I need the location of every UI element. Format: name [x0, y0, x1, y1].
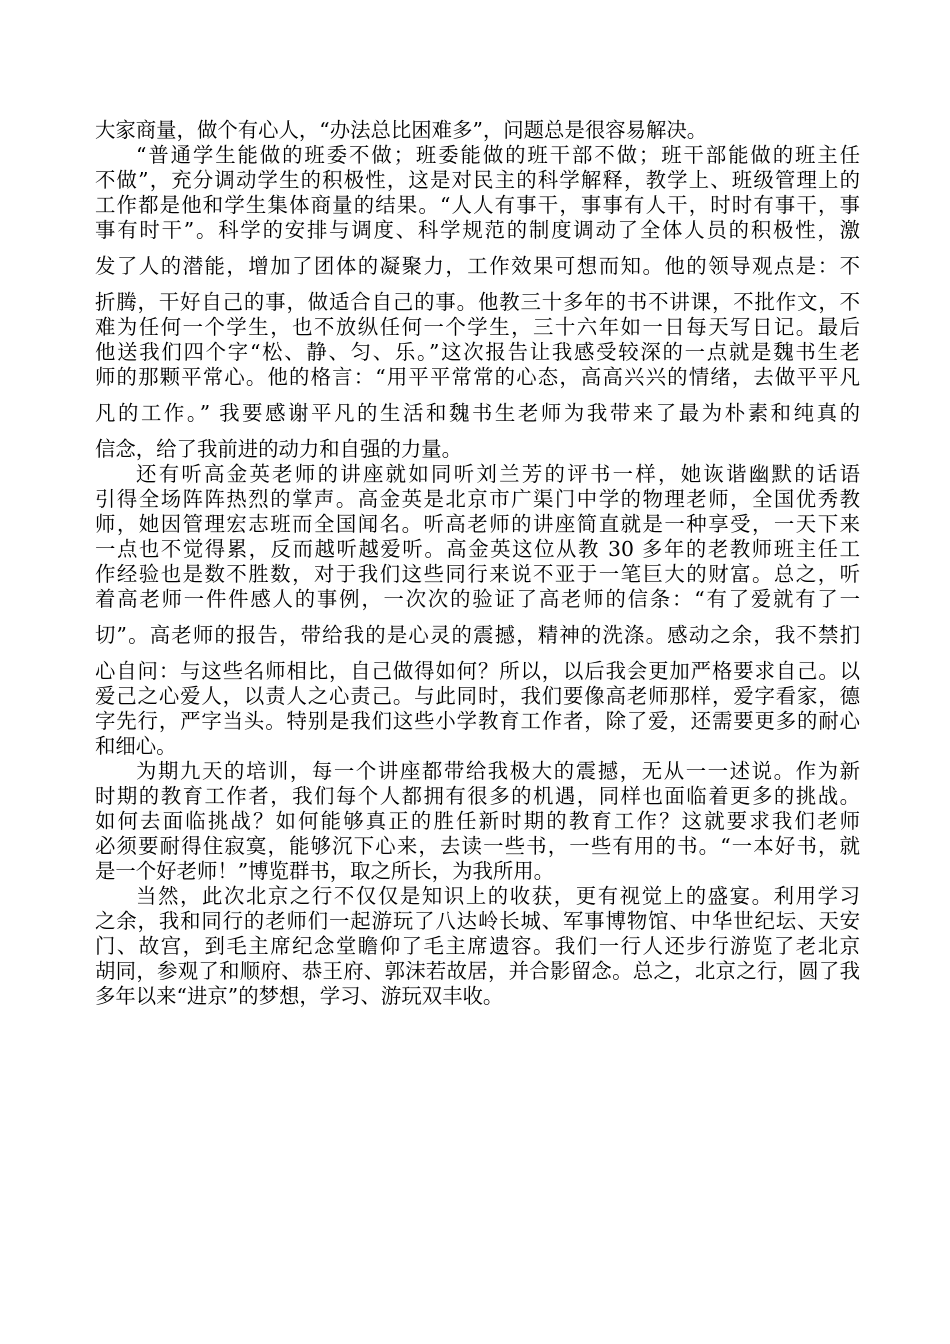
text-line: 师的那颗平常心。他的格言：“用平平常常的心态，高高兴兴的情绪，去做平平凡 — [95, 365, 860, 389]
text-line: 信念，给了我前进的动力和自强的力量。 — [95, 437, 463, 461]
text-line: 师，她因管理宏志班而全国闻名。听高老师的讲座简直就是一种享受，一天下来 — [95, 512, 860, 536]
text-line: 不做”，充分调动学生的积极性，这是对民主的科学解释，教学上、班级管理上的 — [95, 168, 860, 192]
text-line: 事有时干”。科学的安排与调度、科学规范的制度调动了全体人员的积极性，激 — [95, 218, 860, 242]
text-line: 一点也不觉得累，反而越听越爱听。高金英这位从教 30 多年的老教师班主任工 — [95, 537, 860, 561]
text-line: 多年以来“进京”的梦想，学习、游玩双丰收。 — [95, 984, 504, 1008]
text-line: 爱己之心爱人，以责人之心责己。与此同时，我们要像高老师那样，爱字看家，德 — [95, 684, 860, 708]
text-line: 工作都是他和学生集体商量的结果。“人人有事干，事事有人干，时时有事干，事 — [95, 193, 860, 217]
document-body — [95, 118, 860, 1009]
text-line: 还有听高金英老师的讲座就如同听刘兰芳的评书一样，她诙谐幽默的话语 — [136, 462, 860, 486]
text-line: 是一个好老师！”博览群书，取之所长，为我所用。 — [95, 859, 555, 883]
text-line: 大家商量，做个有心人，“办法总比困难多”，问题总是很容易解决。 — [95, 118, 708, 142]
text-line: 折腾，干好自己的事，做适合自己的事。他教三十多年的书不讲课，不批作文，不 — [95, 290, 860, 314]
text-line: 着高老师一件件感人的事例，一次次的验证了高老师的信条：“有了爱就有了一 — [95, 587, 860, 611]
text-line: “普通学生能做的班委不做；班委能做的班干部不做；班干部能做的班主任 — [136, 143, 860, 167]
text-line: 时期的教育工作者，我们每个人都拥有很多的机遇，同样也面临着更多的挑战。 — [95, 784, 860, 808]
text-line: 字先行，严字当头。特别是我们这些小学教育工作者，除了爱，还需要更多的耐心 — [95, 709, 860, 733]
text-line: 发了人的潜能，增加了团体的凝聚力，工作效果可想而知。他的领导观点是：不 — [95, 254, 860, 278]
text-line: 门、故宫，到毛主席纪念堂瞻仰了毛主席遗容。我们一行人还步行游览了老北京 — [95, 934, 860, 958]
text-line: 作经验也是数不胜数，对于我们这些同行来说不亚于一笔巨大的财富。总之，听 — [95, 562, 860, 586]
text-line: 切”。高老师的报告，带给我的是心灵的震撼，精神的洗涤。感动之余，我不禁扪 — [95, 623, 860, 647]
text-line: 如何去面临挑战？如何能够真正的胜任新时期的教育工作？这就要求我们老师 — [95, 809, 860, 833]
text-line: 难为任何一个学生，也不放纵任何一个学生，三十六年如一日每天写日记。最后 — [95, 315, 860, 339]
text-line: 和细心。 — [95, 734, 177, 758]
text-line: 他送我们四个字“松、静、匀、乐。”这次报告让我感受较深的一点就是魏书生老 — [95, 340, 860, 364]
text-line: 当然，此次北京之行不仅仅是知识上的收获，更有视觉上的盛宴。利用学习 — [136, 884, 860, 908]
text-line: 胡同，参观了和顺府、恭王府、郭沫若故居，并合影留念。总之，北京之行，圆了我 — [95, 959, 860, 983]
text-line: 之余，我和同行的老师们一起游玩了八达岭长城、军事博物馆、中华世纪坛、天安 — [95, 909, 860, 933]
text-line: 凡的工作。” 我要感谢平凡的生活和魏书生老师为我带来了最为朴素和纯真的 — [95, 401, 860, 425]
text-line: 必须要耐得住寂寞，能够沉下心来，去读一些书，一些有用的书。“一本好书，就 — [95, 834, 860, 858]
text-line: 为期九天的培训，每一个讲座都带给我极大的震撼，无从一一述说。作为新 — [136, 759, 860, 783]
text-line: 引得全场阵阵热烈的掌声。高金英是北京市广渠门中学的物理老师，全国优秀教 — [95, 487, 860, 511]
text-line: 心自问：与这些名师相比，自己做得如何？所以，以后我会更加严格要求自己。以 — [95, 659, 860, 683]
